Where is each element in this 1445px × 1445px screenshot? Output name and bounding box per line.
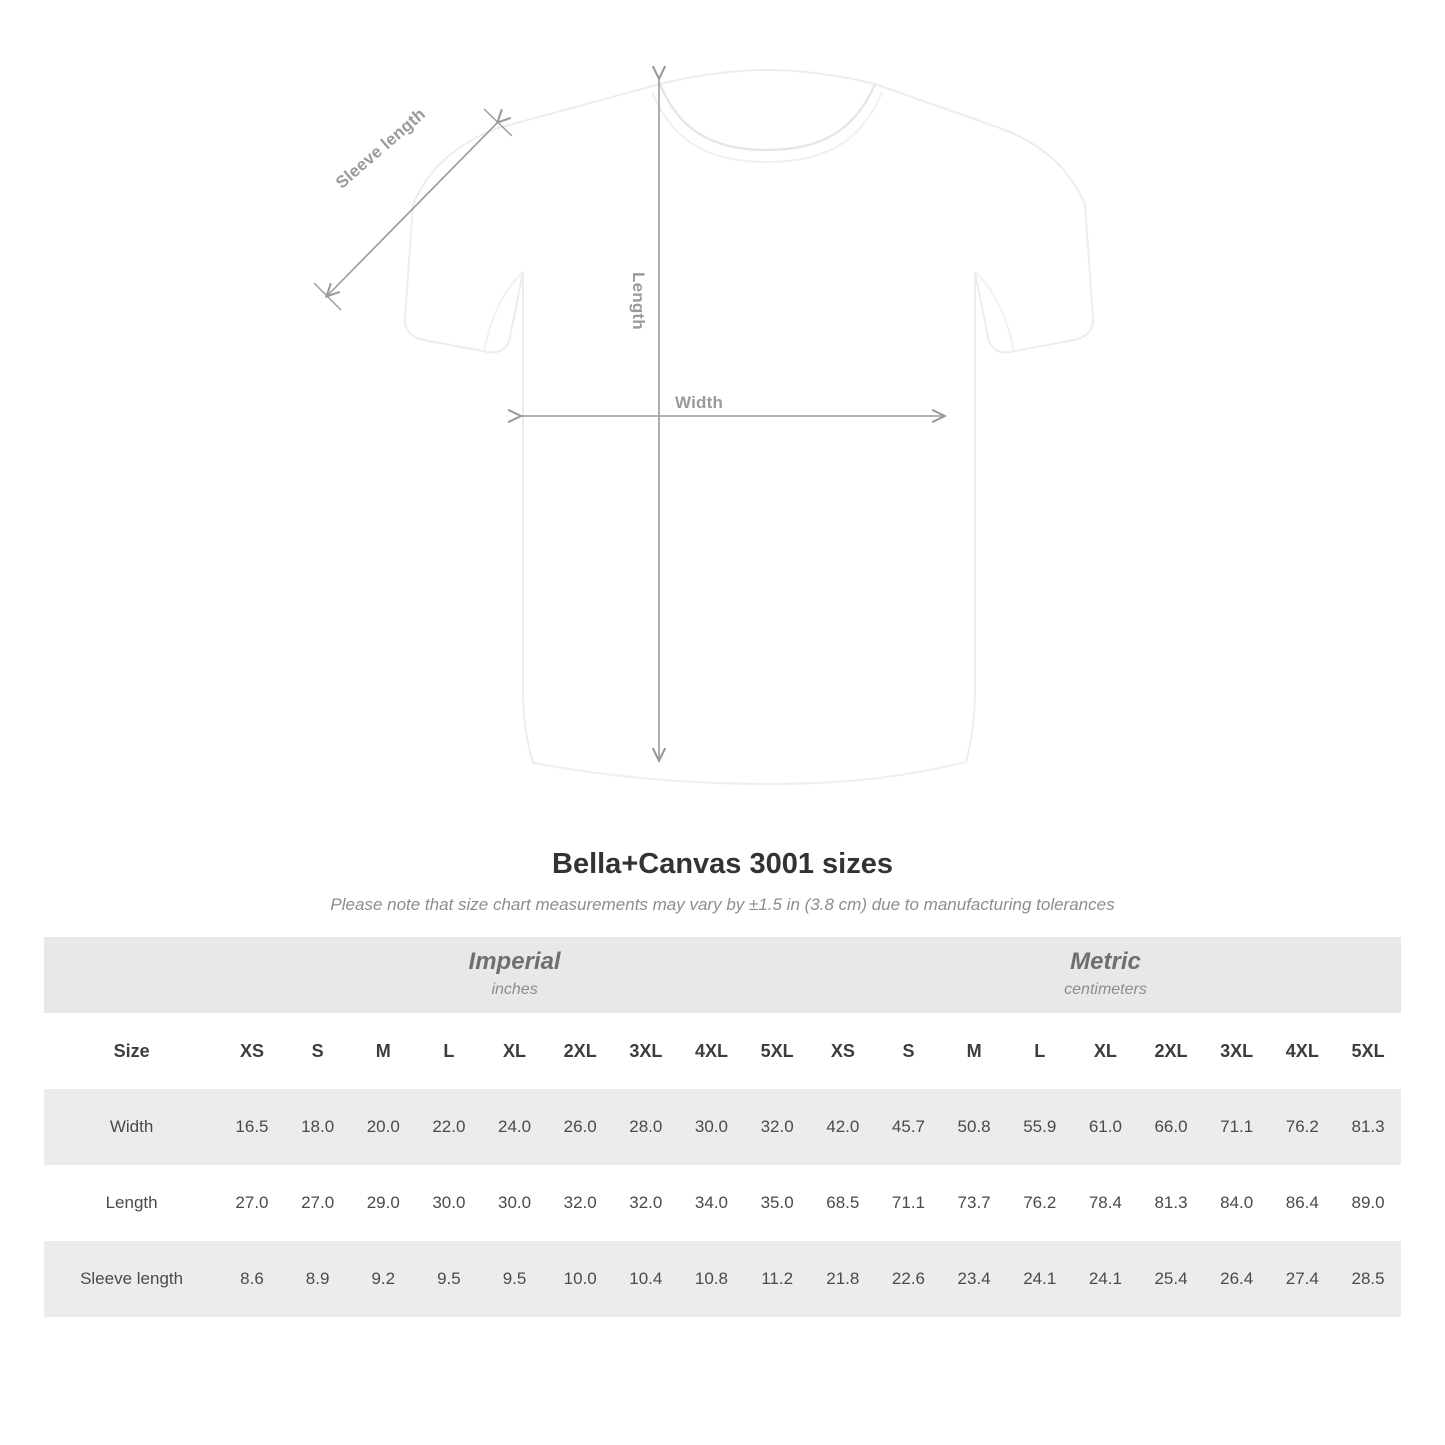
measurement-cell: 55.9	[1007, 1089, 1073, 1165]
measurement-cell: 27.4	[1269, 1241, 1335, 1317]
size-column-header: XL	[1073, 1013, 1139, 1089]
size-column-header: XS	[219, 1013, 285, 1089]
measurement-cell: 8.9	[285, 1241, 351, 1317]
measurement-cell: 24.1	[1007, 1241, 1073, 1317]
measurement-cell: 35.0	[744, 1165, 810, 1241]
sleeve-length-label: Sleeve length	[332, 104, 430, 193]
size-column-header: 5XL	[744, 1013, 810, 1089]
measurement-cell: 22.6	[876, 1241, 942, 1317]
size-column-header: S	[876, 1013, 942, 1089]
size-column-header: 3XL	[613, 1013, 679, 1089]
measurement-cell: 71.1	[1204, 1089, 1270, 1165]
chart-heading	[0, 848, 1445, 915]
measurement-cell: 76.2	[1269, 1089, 1335, 1165]
size-column-header: 5XL	[1335, 1013, 1401, 1089]
measurement-cell: 78.4	[1073, 1165, 1139, 1241]
measurement-cell: 81.3	[1335, 1089, 1401, 1165]
measurement-cell: 16.5	[219, 1089, 285, 1165]
unit-group-sub: inches	[491, 981, 538, 999]
measurement-row-label: Sleeve length	[44, 1241, 219, 1317]
measurement-row-label: Width	[44, 1089, 219, 1165]
unit-header-row	[44, 937, 1401, 1013]
size-column-header: 3XL	[1204, 1013, 1270, 1089]
table-row	[44, 1241, 1401, 1317]
measurement-cell: 76.2	[1007, 1165, 1073, 1241]
measurement-cell: 66.0	[1138, 1089, 1204, 1165]
measurement-cell: 50.8	[941, 1089, 1007, 1165]
size-column-header: M	[941, 1013, 1007, 1089]
table-corner-cell	[44, 937, 219, 1013]
size-column-header: L	[1007, 1013, 1073, 1089]
measurement-cell: 61.0	[1073, 1089, 1139, 1165]
measurement-cell: 20.0	[350, 1089, 416, 1165]
size-header-row	[44, 1013, 1401, 1089]
measurement-cell: 24.0	[482, 1089, 548, 1165]
size-column-header: S	[285, 1013, 351, 1089]
measurement-cell: 86.4	[1269, 1165, 1335, 1241]
measurement-cell: 30.0	[679, 1089, 745, 1165]
measurement-cell: 11.2	[744, 1241, 810, 1317]
size-column-header: L	[416, 1013, 482, 1089]
measurement-cell: 81.3	[1138, 1165, 1204, 1241]
measurement-cell: 27.0	[219, 1165, 285, 1241]
size-column-header: 2XL	[1138, 1013, 1204, 1089]
measurement-cell: 10.4	[613, 1241, 679, 1317]
page-title: Bella+Canvas 3001 sizes	[552, 848, 893, 880]
measurement-cell: 27.0	[285, 1165, 351, 1241]
measurement-cell: 22.0	[416, 1089, 482, 1165]
measurement-cell: 26.4	[1204, 1241, 1270, 1317]
measurement-cell: 28.5	[1335, 1241, 1401, 1317]
measurement-cell: 32.0	[547, 1165, 613, 1241]
table-row	[44, 1165, 1401, 1241]
measurement-cell: 68.5	[810, 1165, 876, 1241]
measurement-cell: 25.4	[1138, 1241, 1204, 1317]
measurement-cell: 18.0	[285, 1089, 351, 1165]
size-table	[44, 937, 1401, 1317]
measurement-row-label: Length	[44, 1165, 219, 1241]
measurement-cell: 71.1	[876, 1165, 942, 1241]
measurement-cell: 30.0	[482, 1165, 548, 1241]
measurement-cell: 10.0	[547, 1241, 613, 1317]
unit-group-metric	[810, 937, 1401, 1013]
size-column-header: XS	[810, 1013, 876, 1089]
width-label: Width	[675, 393, 724, 412]
measurement-cell: 30.0	[416, 1165, 482, 1241]
measurement-cell: 29.0	[350, 1165, 416, 1241]
size-header-label: Size	[44, 1013, 219, 1089]
measurement-cell: 84.0	[1204, 1165, 1270, 1241]
measurement-cell: 10.8	[679, 1241, 745, 1317]
size-column-header: M	[350, 1013, 416, 1089]
measurement-cell: 23.4	[941, 1241, 1007, 1317]
measurement-cell: 24.1	[1073, 1241, 1139, 1317]
measurement-cell: 28.0	[613, 1089, 679, 1165]
unit-group-name: Metric	[1070, 948, 1141, 976]
unit-group-sub: centimeters	[1064, 981, 1147, 999]
size-column-header: XL	[482, 1013, 548, 1089]
size-column-header: 4XL	[1269, 1013, 1335, 1089]
tolerance-note: Please note that size chart measurements may vary by ±1.5 in (3.8 cm) due to manufacturing tolerances	[330, 895, 1115, 914]
unit-group-imperial	[219, 937, 810, 1013]
measurement-cell: 45.7	[876, 1089, 942, 1165]
measurement-cell: 32.0	[744, 1089, 810, 1165]
measurement-cell: 42.0	[810, 1089, 876, 1165]
length-label: Length	[629, 272, 648, 330]
size-column-header: 4XL	[679, 1013, 745, 1089]
measurement-cell: 73.7	[941, 1165, 1007, 1241]
tshirt-shape	[405, 70, 1093, 784]
measurement-cell: 89.0	[1335, 1165, 1401, 1241]
measurement-cell: 8.6	[219, 1241, 285, 1317]
table-row	[44, 1089, 1401, 1165]
measurement-cell: 9.5	[416, 1241, 482, 1317]
size-table-wrapper	[44, 937, 1401, 1317]
unit-group-name: Imperial	[468, 948, 561, 976]
size-column-header: 2XL	[547, 1013, 613, 1089]
measurement-cell: 9.2	[350, 1241, 416, 1317]
measurement-cell: 32.0	[613, 1165, 679, 1241]
measurement-cell: 26.0	[547, 1089, 613, 1165]
measurement-cell: 9.5	[482, 1241, 548, 1317]
measurement-cell: 21.8	[810, 1241, 876, 1317]
measurement-cell: 34.0	[679, 1165, 745, 1241]
